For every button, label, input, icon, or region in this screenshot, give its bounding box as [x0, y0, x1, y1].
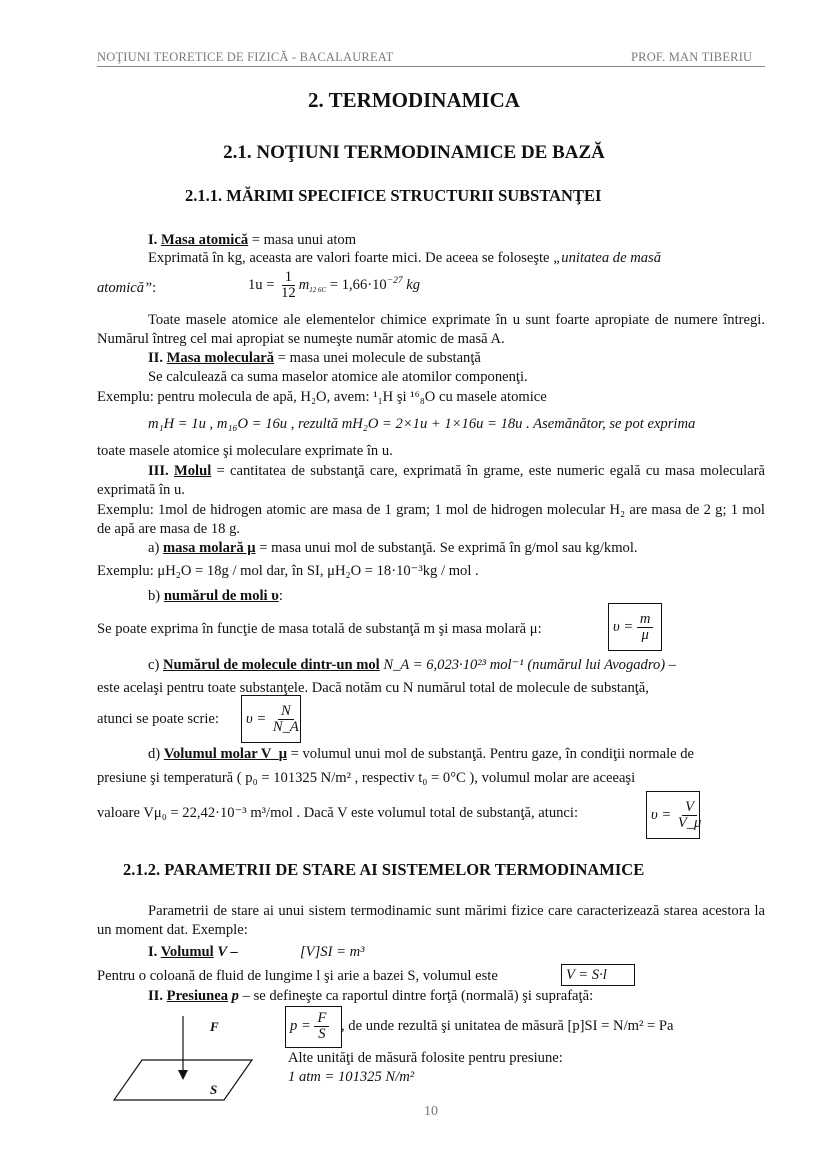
volume-heading: I. Volumul V –: [148, 944, 238, 960]
pressure-atm: 1 atm = 101325 N/m²: [288, 1069, 415, 1085]
molecular-mass-example: Exemplu: pentru molecula de apă, H₂O, avem: ¹₁H şi ¹⁶₈O cu masele atomice: [97, 389, 547, 405]
pressure-other-units: Alte unităţi de măsură folosite pentru presiune:: [288, 1050, 563, 1066]
atomic-mass-paragraph: Toate masele atomice ale elementelor chimice exprimate în u sunt foarte apropiate de numere întregi. Numărul întreg cel mai apropiat se numeşte număr atomic de masă A.: [97, 312, 765, 347]
molar-volume-formula: υ = $\frac{V}{V\_\mu}$: [651, 799, 702, 832]
molecular-mass-heading: II. Masa moleculară = masa unei molecule de substanţă: [148, 350, 481, 366]
volume-formula: V = S·l: [566, 967, 607, 983]
atomic-mass-heading: I. Masa atomică = masa unui atom: [148, 232, 357, 248]
molar-mass-example: Exemplu: μH₂O = 18g / mol dar, în SI, μH₂O = 18·10⁻³kg / mol .: [97, 563, 479, 579]
moles-heading: b) numărul de moli υ:: [148, 588, 283, 604]
avogadro-text: este acelaşi pentru toate substanţele. Dacă notăm cu N numărul total de molecule de substanţă,: [97, 680, 649, 696]
moles-text: Se poate exprima în funcţie de masa totală de substanţă m şi masa molară μ:: [97, 621, 542, 637]
molar-volume-text-2: valoare Vμ₀ = 22,42·10⁻³ m³/mol . Dacă V este volumul total de substanţă, atunci:: [97, 805, 578, 821]
molar-mass-heading: a) masa molară μ = masa unui mol de substanţă. Se exprimă în g/mol sau kg/kmol.: [148, 540, 638, 556]
atomic-mass-unit-formula: 1u = $\frac{1}{12}$ $m_{12 6C} = 1,66\cdot 10^{-27}$ kg: [248, 269, 421, 302]
pressure-formula: p = $\frac{F}{S}$: [290, 1011, 329, 1043]
avogadro-text-2: atunci se poate scrie:: [97, 711, 219, 727]
moles-formula: υ = $\frac{m}{\mu}$: [613, 612, 653, 644]
header-left: NOŢIUNI TEORETICE DE FIZICĂ - BACALAUREAT: [97, 50, 394, 64]
moles-formula-box: [608, 603, 662, 651]
pressure-diagram: [106, 1008, 256, 1104]
subsection-title-2: 2.1.2. PARAMETRII DE STARE AI SISTEMELOR TERMODINAMICE: [123, 860, 645, 879]
avogadro-formula-box: [241, 695, 301, 743]
molecular-mass-equation: m₁H = 1u , m₁₆O = 16u , rezultă mH₂O = 2×1u + 1×16u = 18u . Asemănător, se pot exprima: [148, 416, 696, 432]
subsection-title-1: 2.1.1. MĂRIMI SPECIFICE STRUCTURII SUBSTANŢEI: [185, 186, 602, 205]
volume-unit: [V]SI = m³: [300, 944, 365, 960]
volume-formula-box: [561, 964, 635, 986]
fig-area-label: S: [210, 1082, 218, 1097]
pressure-heading: II. Presiunea p – se defineşte ca raportul dintre forţă (normală) şi suprafaţă:: [148, 988, 594, 1004]
pressure-formula-box: [285, 1006, 342, 1048]
page-number: 10: [424, 1104, 438, 1119]
force-arrow-head: [178, 1070, 188, 1080]
atomic-mass-text: Exprimată în kg, aceasta are valori foarte mici. De aceea se foloseşte „unitatea de masă: [148, 250, 662, 266]
fig-force-label: F: [210, 1019, 219, 1034]
mole-example: Exemplu: 1mol de hidrogen atomic are masa de 1 gram; 1 mol de hidrogen molecular H₂ are masa de 2 g; 1 mol de apă are masa de 18 g.: [97, 502, 765, 537]
molecular-mass-text: Se calculează ca suma maselor atomice ale atomilor componenţi.: [148, 369, 528, 385]
state-params-intro: Parametrii de stare ai unui sistem termodinamic sunt mărimi fizice care caracterizează starea acestora la un moment dat. Exemple:: [97, 903, 765, 938]
header-rule: [97, 66, 765, 67]
molecular-mass-conclusion: toate masele atomice şi moleculare exprimate în u.: [97, 443, 393, 459]
section-title: 2.1. NOŢIUNI TERMODINAMICE DE BAZĂ: [223, 142, 605, 163]
avogadro-heading: c) Numărul de molecule dintr-un mol N_A = 6,023·10²³ mol⁻¹ (numărul lui Avogadro) –: [148, 657, 677, 673]
atomic-mass-label: atomică”:: [97, 280, 157, 296]
molar-volume-formula-box: [646, 791, 700, 839]
avogadro-formula: υ = $\frac{N}{N\_A}$: [246, 703, 299, 736]
molar-volume-text: presiune şi temperatură ( p₀ = 101325 N/m² , respectiv t₀ = 0°C ), volumul molar are aceeaşi: [97, 770, 636, 786]
chapter-title: 2. TERMODINAMICA: [308, 88, 520, 112]
volume-text: Pentru o coloană de fluid de lungime l şi arie a bazei S, volumul este: [97, 968, 498, 984]
mole-definition: III. Molul = cantitatea de substanţă care, exprimată în grame, este numeric egală cu masa moleculară exprimată în u.: [97, 463, 765, 498]
molar-volume-heading: d) Volumul molar V_μ = volumul unui mol de substanţă. Pentru gaze, în condiţii normale de: [148, 746, 695, 762]
header-right: PROF. MAN TIBERIU: [631, 50, 753, 64]
pressure-unit-text: , de unde rezultă şi unitatea de măsură [p]SI = N/m² = Pa: [341, 1018, 674, 1034]
